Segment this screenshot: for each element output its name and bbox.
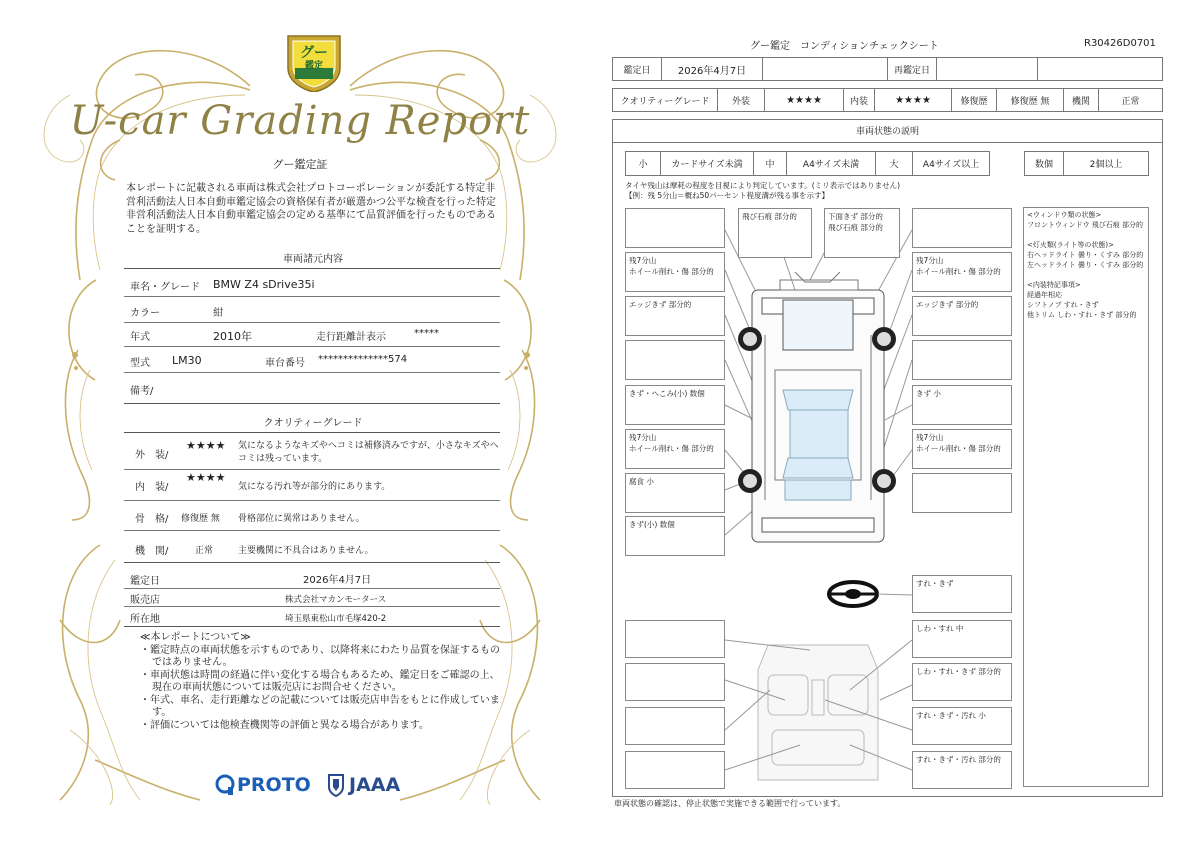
car-name-label: 車名・グレード [130,282,200,293]
divider [124,626,500,627]
certificate-intro: 本レポートに記載される車両は株式会社プロトコーポレーションが委託する特定非営利活動法人日本自動車鑑定協会の資格保有者が厳選かつ公平な検査を行った特定非営利活動法人日本自動車鑑定協会の定める基準にて品質評価を行ったものであることを証明する。 [126,183,496,235]
address-label: 所在地 [130,614,160,625]
size-small-label: 小 [625,151,661,176]
model-value: LM30 [172,354,202,367]
emblem-kantei-text: 鑑定 [304,61,323,71]
size-medium-label: 中 [753,151,787,176]
size-large-label: 大 [875,151,913,176]
condition-box-interior-2: しわ・すれ・きず 部分的 [912,663,1012,701]
divider [124,500,500,501]
chassis-value: **************574 [318,354,408,365]
divider [124,372,500,373]
quality-heading: クオリティーグレード [263,418,363,429]
date-label: 鑑定日 [612,57,662,81]
appraisal-date-label: 鑑定日 [130,576,160,587]
repair-value: 修復歴 無 [996,88,1064,112]
tire-note: タイヤ残山は摩耗の程度を目視により判定しています。(ミリ表示ではありません) [625,181,901,190]
divider [124,296,500,297]
condition-box-right-edge: エッジきず 部分的 [912,296,1012,336]
condition-box-left-front-tire: 残7分山 ホイール削れ・傷 部分的 [625,252,725,292]
notes-title: ≪本レポートについて≫ [140,632,251,643]
exterior-label: 外 装/ [135,450,169,461]
condition-box [625,751,725,789]
color-value: 紺 [213,308,223,319]
reappraisal-label: 再鑑定日 [887,57,937,81]
condition-box [625,208,725,248]
interior-stars: ★★★★ [874,88,952,112]
interior-label: 内 装/ [135,482,169,493]
condition-box-interior-4: すれ・きず・汚れ 部分的 [912,751,1012,789]
frame-value: 修復歴 無 [181,514,220,524]
certificate-title: U-car Grading Report [69,98,531,144]
divider [124,322,500,323]
proto-logo [215,772,311,798]
condition-box-steering: すれ・きず [912,575,1012,613]
dealer-label: 販売店 [130,595,160,606]
frame-comment: 骨格部位に異常はありません。 [238,514,365,524]
condition-box-left-rear-tire: 残7分山 ホイール削れ・傷 部分的 [625,429,725,469]
condition-box [625,707,725,745]
condition-box-right-rear-tire: 残7分山 ホイール削れ・傷 部分的 [912,429,1012,469]
note-item: ・評価については他検査機関等の評価と異なる場合があります。 [140,719,429,731]
chassis-label: 車台番号 [265,358,305,369]
engine-comment: 主要機関に不具合はありません。 [238,546,374,556]
interior-stars: ★★★★ [186,471,226,484]
emblem-goo-text: グー [300,45,328,61]
steering-wheel-icon [829,582,877,606]
proto-logo-icon [215,774,235,796]
condition-box [912,340,1012,380]
mileage-value: ***** [414,328,439,339]
condition-box [912,473,1012,513]
note-item: ・年式、車名、走行距離などの記載については販売店申告をもとに作成しています。 [140,694,500,718]
condition-box-right-scratch: きず 小 [912,385,1012,425]
interior-label: 内装 [843,88,875,112]
condition-box [625,663,725,701]
divider [124,588,500,589]
size-small-desc: カードサイズ未満 [660,151,754,176]
exterior-stars: ★★★★ [764,88,844,112]
exterior-label: 外装 [717,88,765,112]
exterior-stars: ★★★★ [186,439,226,452]
year-value: 2010年 [213,330,252,343]
divider [124,268,500,269]
jaaa-logo [326,772,400,798]
jaaa-logo-text: JAAA [349,774,401,796]
sheet-footer-note: 車両状態の確認は、停止状態で実施できる範囲で行っています。 [614,799,846,808]
condition-box-left-dent: きず・へこみ(小) 数個 [625,385,725,425]
count-value: 2個以上 [1063,151,1149,176]
mileage-label: 走行距離計表示 [316,332,386,343]
spec-heading: 車両諸元内容 [283,254,343,265]
proto-logo-text: PROTO [237,774,311,796]
car-name-value: BMW Z4 sDrive35i [213,278,315,291]
report-notes [140,632,500,732]
grade-label: クオリティーグレード [612,88,718,112]
engine-value: 正常 [1098,88,1163,112]
size-large-desc: A4サイズ以上 [912,151,990,176]
model-label: 型式 [130,358,150,369]
condition-box-left-corrosion: 腐食 小 [625,473,725,513]
engine-value: 正常 [195,546,214,556]
remarks-label: 備考/ [130,386,154,397]
engine-label: 機 関/ [135,546,169,557]
condition-box [912,208,1012,248]
note-item: ・鑑定時点の車両状態を示すものであり、以降将来にわたり品質を保証するものではありません。 [140,644,500,668]
condition-box [625,620,725,658]
condition-box-roof: 飛び石痕 部分的 [738,208,812,258]
certificate-subtitle: グー鑑定証 [272,158,328,171]
condition-box-front-lower: 下面きず 部分的 飛び石痕 部分的 [824,208,900,258]
year-label: 年式 [130,332,150,343]
jaaa-logo-icon [326,773,346,797]
address-value: 埼玉県東松山市毛塚420-2 [285,614,387,624]
special-notes: <ウィンドウ類の状態> フロントウィンドウ 飛び石痕 部分的 <灯火類(ライト等の状態)> 右ヘッドライト 曇り・くすみ 部分的 左ヘッドライト 曇り・くすみ 部分的 <内装特記事項> 経過年相応 シフトノブ すれ・きず 他トリム しわ・すれ・きず 部分的 [1023,207,1149,787]
dealer-value: 株式会社マカンモータース [285,595,387,605]
count-label: 数個 [1024,151,1064,176]
divider [124,530,500,531]
sheet-title: グー鑑定 コンディションチェックシート [750,41,939,52]
appraisal-date-value: 2026年4月7日 [303,575,372,586]
condition-check-sheet [600,0,1200,848]
note-item: ・車両状態は時間の経過に伴い変化する場合もあるため、鑑定日をご確認の上、現在の車両状態については販売店にお問合せください。 [140,669,500,693]
engine-label: 機関 [1063,88,1099,112]
divider [124,562,500,563]
color-label: カラー [130,308,160,319]
exterior-comment: 気になるようなキズやヘコミは補修済みですが、小さなキズやヘコミは残っています。 [238,441,499,464]
condition-box-right-front-tire: 残7分山 ホイール削れ・傷 部分的 [912,252,1012,292]
condition-box-left-small-scratch: きず(小) 数個 [625,516,725,556]
tire-example-note: 【例：残 5分山＝概ね50パーセント程度溝が残る事を示す】 [625,191,830,200]
condition-box-interior-3: すれ・きず・汚れ 小 [912,707,1012,745]
divider [124,606,500,607]
condition-box [625,340,725,380]
condition-box-interior-1: しわ・すれ 中 [912,620,1012,658]
size-medium-desc: A4サイズ未満 [786,151,876,176]
goo-kantei-emblem-icon [284,30,344,92]
interior-comment: 気になる汚れ等が部分的にあります。 [238,482,391,492]
date-value: 2026年4月7日 [661,57,763,81]
divider [124,469,500,470]
condition-box-left-edge: エッジきず 部分的 [625,296,725,336]
divider [124,346,500,347]
frame-label: 骨 格/ [135,514,169,525]
sheet-code: R30426D0701 [1084,38,1156,49]
condition-heading: 車両状態の説明 [612,119,1163,143]
divider [124,432,500,433]
divider [124,403,500,404]
repair-label: 修復歴 [951,88,997,112]
